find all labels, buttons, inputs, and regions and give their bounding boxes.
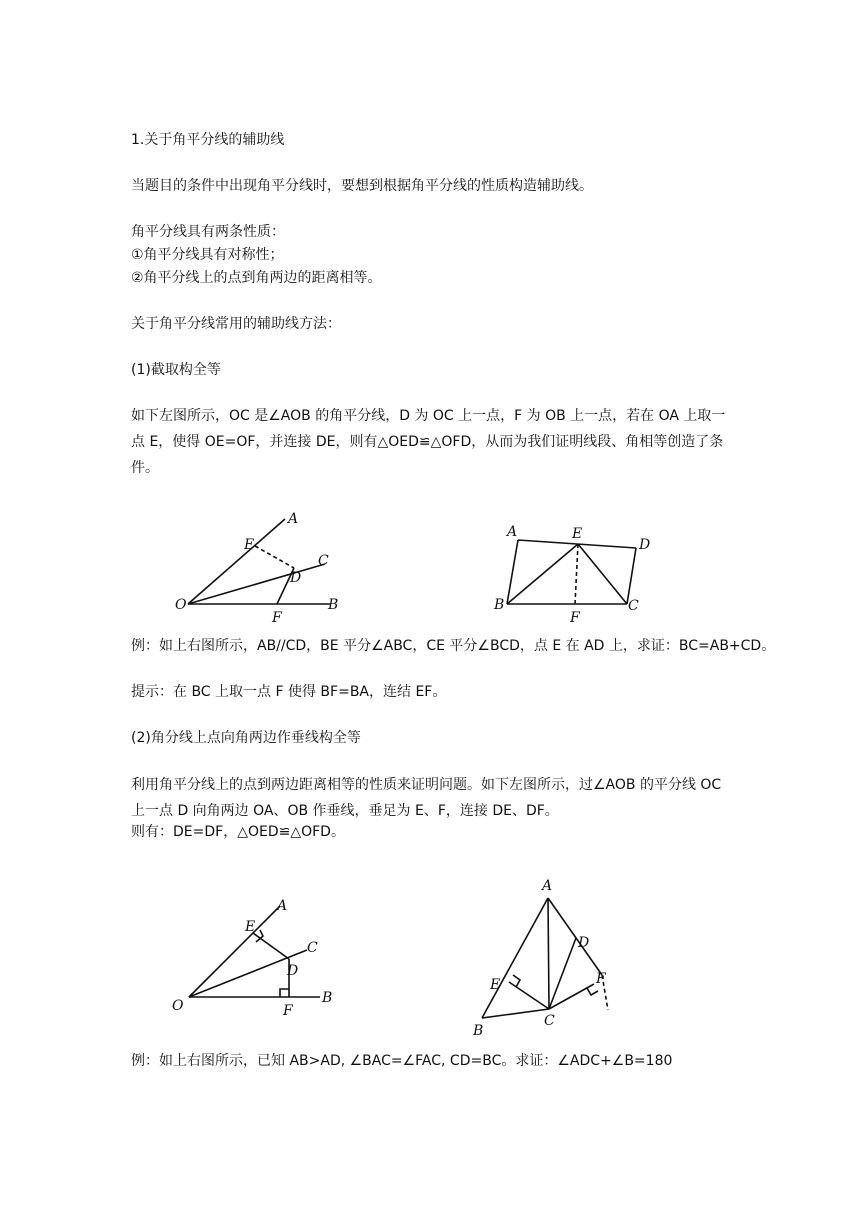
label-e: E [490,977,501,993]
label-e: E [244,537,255,553]
segment-ef [575,544,578,604]
method-2-conclusion: 则有：DE=DF，△OED≌△OFD。 [131,824,345,840]
ray-oc [188,564,325,604]
label-d: D [290,570,302,586]
method-2-example: 例：如上右图所示，已知 AB>AD, ∠BAC=∠FAC, CD=BC。求证：∠ADC+∠B=180 [131,1053,673,1069]
label-b: B [322,990,333,1006]
label-e: E [572,526,583,542]
label-f: F [596,971,606,987]
label-a: A [507,524,518,540]
segment-af [548,898,602,975]
method-1-example: 例：如上右图所示，AB//CD，BE 平分∠ABC，CE 平分∠BCD，点 E 在 AD 上，求证：BC=AB+CD。 [131,638,776,654]
label-b: B [494,597,505,613]
segment-ec [578,544,627,604]
segment-be [507,544,578,604]
right-angle-marker-f [280,989,289,997]
method-1-title: (1)截取构全等 [131,362,221,378]
label-d: D [287,963,299,979]
label-a: A [277,898,288,914]
segment-ab [482,898,548,1018]
method-2-description: 利用角平分线上的点到两边距离相等的性质来证明问题。如下左图所示，过∠AOB 的平分线 OC 上一点 D 向角两边 OA、OB 作垂线，垂足为 E、F，连接 DE、DF。 [131,777,722,819]
label-c: C [318,553,329,569]
figure-angle-sum-example [470,872,630,1042]
label-b: B [473,1023,484,1039]
method-1-description: 如下左图所示，OC 是∠AOB 的角平分线，D 为 OC 上一点，F 为 OB 上一点，若在 OA 上取一点 E，使得 OE=OF，并连接 DE，则有△OED≌△OFD，从而为我们证明线段、角相等创造了条件。 [131,408,726,476]
segment-cd [549,938,576,1009]
method-1-hint: 提示：在 BC 上取一点 F 使得 BF=BA，连结 EF。 [131,684,447,700]
label-e: E [245,919,256,935]
intro-paragraph: 当题目的条件中出现角平分线时，要想到根据角平分线的性质构造辅助线。 [131,178,593,194]
ray-oa [189,906,280,997]
segment-de-perpendicular [253,933,289,959]
label-f: F [283,1003,293,1019]
segment-dc [627,548,636,604]
figure-parallel-bisectors [490,520,670,630]
right-angle-marker-f [587,988,598,995]
property-1: ①角平分线具有对称性； [131,247,284,263]
figure-perpendicular-congruence [165,890,365,1025]
label-d: D [578,935,590,951]
section-title: 1.关于角平分线的辅助线 [131,132,285,148]
property-2: ②角平分线上的点到角两边的距离相等。 [131,270,382,286]
label-c: C [307,940,318,956]
segment-ce [509,982,549,1009]
method-2-title: (2)角分线上点向角两边作垂线构全等 [131,730,361,746]
segment-ac [548,898,549,1009]
label-b: B [328,597,339,613]
methods-heading: 关于角平分线常用的辅助线方法： [131,316,341,332]
label-f: F [272,610,282,626]
label-c: C [544,1013,555,1029]
label-a: A [288,511,299,527]
segment-ed [255,546,294,568]
label-a: A [542,878,553,894]
label-f: F [570,610,580,626]
properties-heading: 角平分线具有两条性质： [131,224,285,240]
segment-cf [549,984,594,1009]
label-c: C [628,598,639,614]
label-o: O [175,597,187,613]
ray-oa [188,519,285,604]
label-o: O [172,998,184,1014]
segment-ab [507,540,518,604]
figure-truncation-congruence [160,505,360,630]
segment-bc [482,1009,549,1018]
label-d: D [639,537,651,553]
